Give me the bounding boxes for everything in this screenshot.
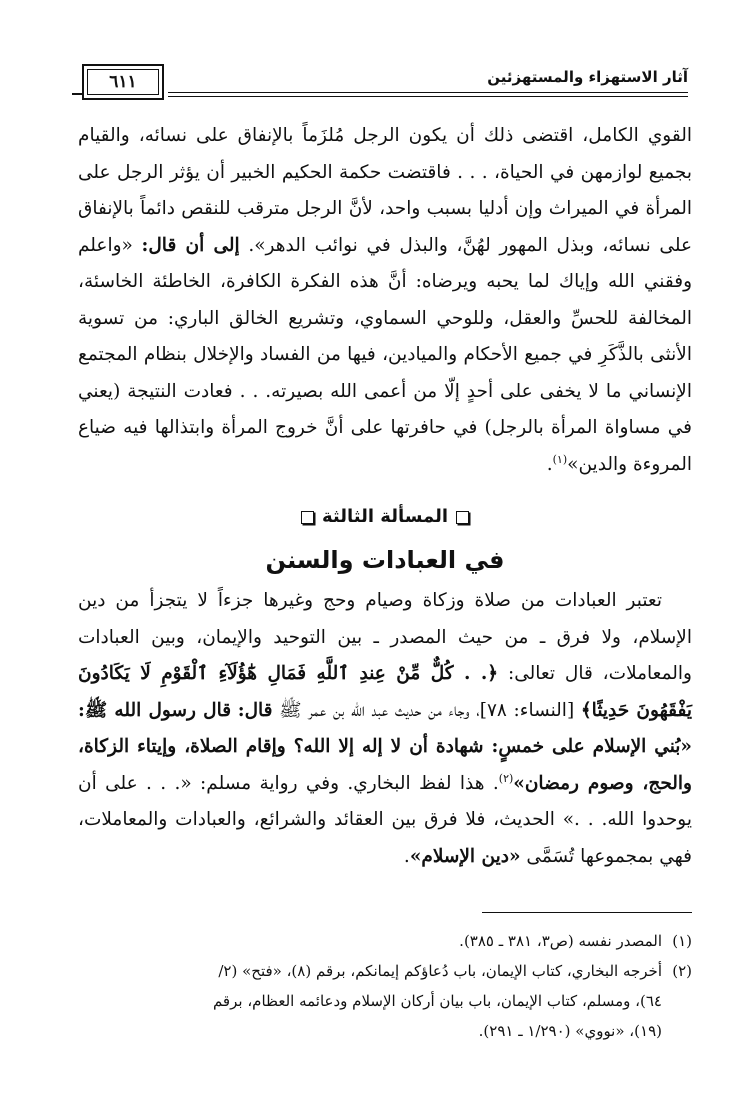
paragraph-2-qal: قال: [237,699,273,721]
section-label [78,497,692,537]
page-number-box [82,64,164,100]
header-rule-secondary [168,96,688,97]
page-body [78,118,692,875]
hadith-text: قال رسول الله ﷺ: «بُني الإسلام على خمسٍ: شهادة أن لا إله إلا الله؟ وإقام الصلاة، وإيتاء الزكاة، والحج، وصوم رمضان» [78,699,692,794]
footnote-2-line-3: (١٩)، «نووي» (١/٢٩٠ ـ ٢٩١). [478,1022,662,1040]
paragraph-1-bold: إلى أن قال: [141,234,240,256]
footnote-ref-1: (١) [552,452,568,466]
footnote-2 [78,956,692,986]
paragraph-2-citation: [النساء: ٧٨]، وجاء من حديث عبد الله بن عمر ﷺ [272,699,581,721]
footnote-separator [482,912,692,913]
footnote-text: أخرجه البخاري، كتاب الإيمان، باب دُعاؤكم إيمانكم، برقم (٨)، «فتح» (٢/ [218,962,662,980]
paragraph-1-end: . [546,453,553,475]
page-header [72,64,688,104]
paragraph-2-end: . [403,845,410,867]
paragraph-1 [78,118,692,483]
header-left-rule [72,93,82,95]
paragraph-2-text: تعتبر العبادات من صلاة وزكاة وصيام وحج وغيرها جزءاً لا يتجزأ من دين الإسلام، ولا فرق ـ من حيث المصدر ـ بين التوحيد والإيمان، وبين العبادات والمعاملات، قال تعالى: [78,590,692,684]
quran-verse: ﴿. . كُلٌّ مِّنْ عِندِ ٱللَّهِ فَمَالِ هَٰٓؤُلَآءِ ٱلْقَوْمِ لَا يَكَادُونَ يَفْقَهُونَ حَدِيثًا﴾ [78,663,692,721]
paragraph-2 [78,583,692,875]
square-bullet-icon [456,511,469,524]
paragraph-1-continued: «واعلم وفقني الله وإياك لما يحبه ويرضاه: أنَّ هذه الفكرة الكافرة، الخاطئة الخاسئة، المخالفة للحسِّ والعقل، وللوحي السماوي، وتشريع الخالق الباري: من تسوية الأنثى بالذَّكَرِ في جميع الأحكام والميادين، فيها من الفساد والإخلال بنظام المجتمع الإنساني ما لا يخفى على أحدٍ إلّا من أعمى الله بصيرته. . . فعادت النتيجة (يعني في مساواة المرأة بالرجل) في حافرتها على أنَّ خروج المرأة وابتذالها فيه ضياع المروءة والدين» [78,234,692,475]
footnotes [78,926,692,1046]
paragraph-2-continued: . هذا لفظ البخاري. وفي رواية مسلم: «. . . على أن يوحدوا الله. . .» الحديث، فلا فرق بين العقائد والشرائع، والعبادات والمعاملات، فهي بمجموعها تُسَمَّى [78,772,692,867]
footnote-2-line-2: ٦٤)، ومسلم، كتاب الإيمان، باب بيان أركان الإسلام ودعائمه العظام، برقم [212,992,662,1010]
section-label-text: المسألة الثالثة [321,506,449,527]
footnote-number: (١) [672,932,692,950]
running-title: آثار الاستهزاء والمستهزئين [487,68,688,86]
footnote-text: المصدر نفسه (ص٣، ٣٨١ ـ ٣٨٥). [459,932,662,950]
header-rule [168,92,688,93]
paragraph-2-bold-end: «دين الإسلام» [409,845,521,867]
footnote-1 [78,926,692,956]
page-number: ٦١١ [87,69,159,95]
paragraph-1-text: القوي الكامل، اقتضى ذلك أن يكون الرجل مُلزَماً بالإنفاق على نسائه، والقيام بجميع لوازمهن في الحياة، . . . فاقتضت حكمة الحكيم الخبير أن يؤثر الرجل على المرأة في الميراث وإن أدليا بسبب واحد، لأنَّ الرجل مترقب للنقص دائماً بالإنفاق على نسائه، وبذل المهور لهُنَّ، والبذل في نوائب الدهر». [78,125,692,256]
square-bullet-icon [301,511,314,524]
section-title: في العبادات والسنن [265,546,505,574]
footnote-number: (٢) [672,962,692,980]
footnote-ref-2: (٢) [498,771,514,785]
